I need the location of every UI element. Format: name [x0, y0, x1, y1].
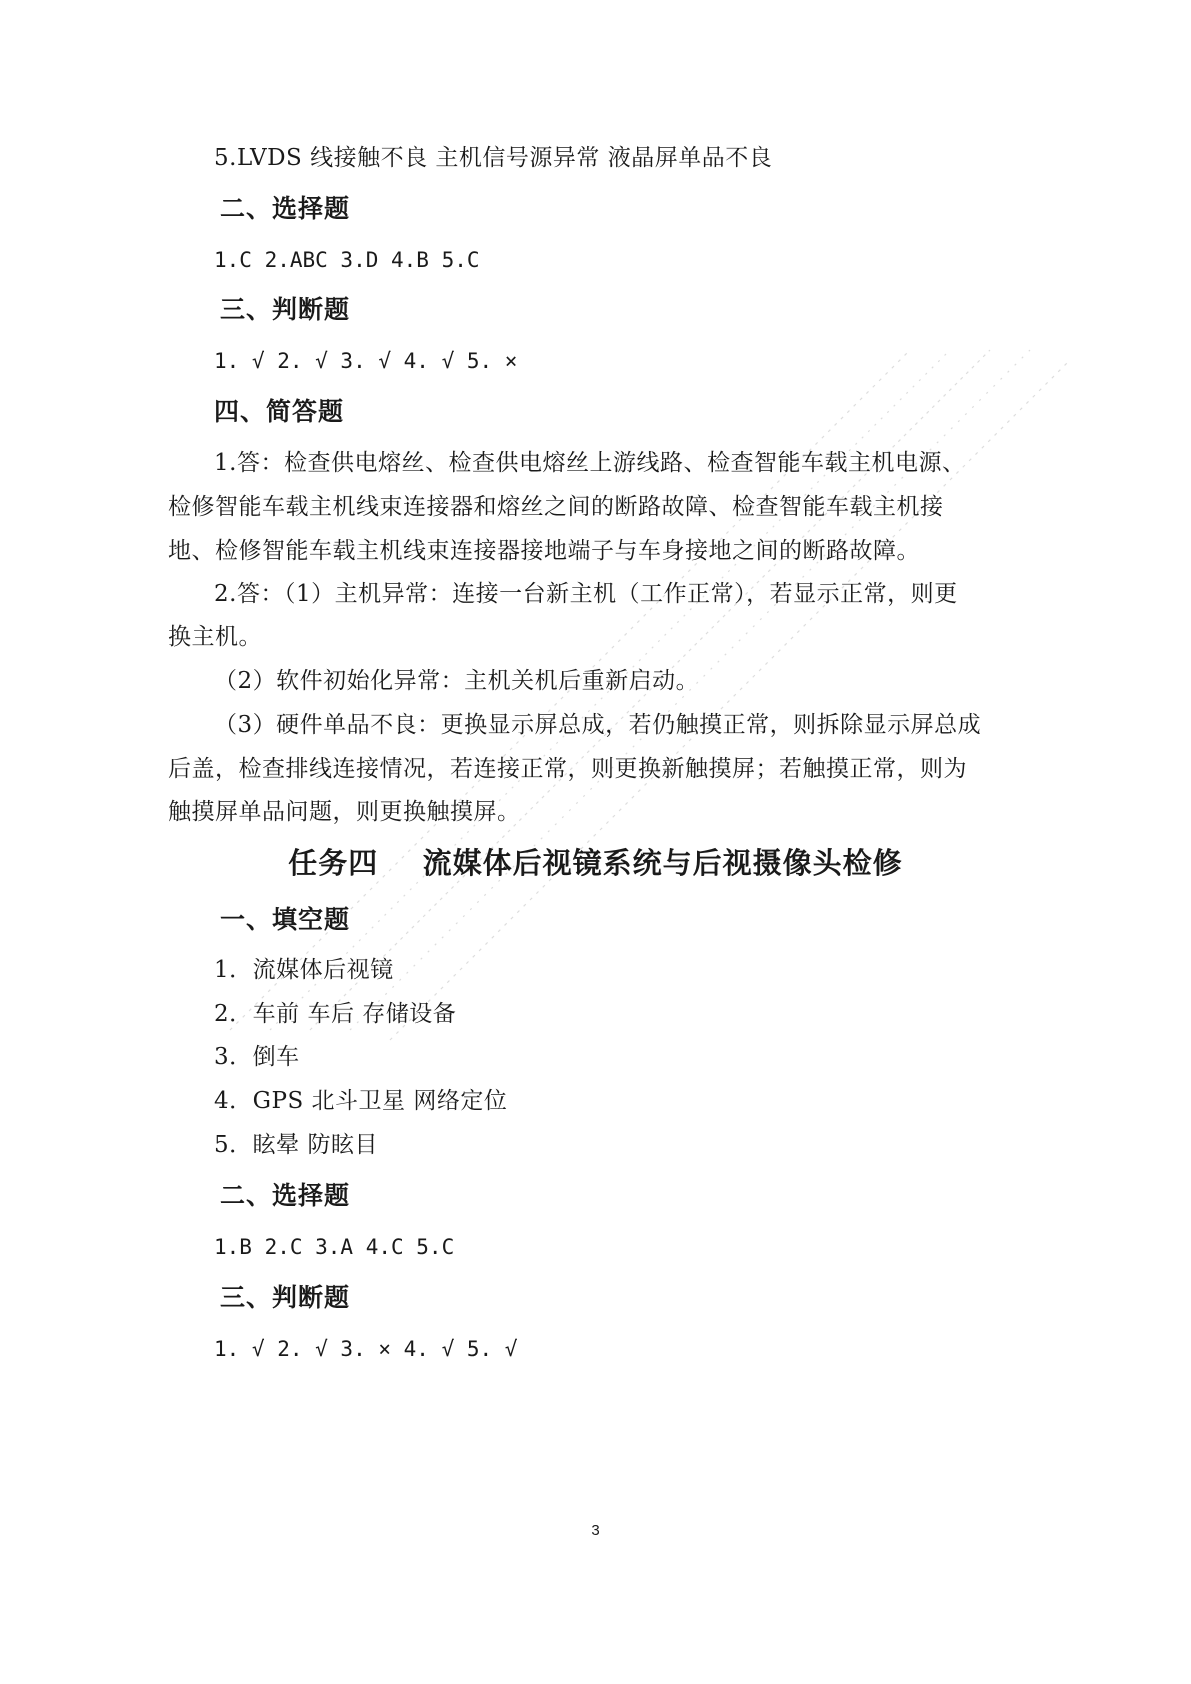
- short-answer-2-line-2: 换主机。: [168, 624, 262, 650]
- page-number: 3: [591, 1522, 600, 1539]
- short-answer-2-line-1: 2.答：（1）主机异常：连接一台新主机（工作正常），若显示正常，则更: [214, 581, 958, 607]
- fill-answer-5: 5.LVDS 线接触不良 主机信号源异常 液晶屏单品不良: [214, 145, 773, 171]
- section-heading-short-answer: 四、简答题: [214, 397, 345, 426]
- section-heading-fill: 一、填空题: [220, 905, 351, 934]
- section-heading-choice-2: 二、选择题: [220, 1181, 351, 1210]
- section-heading-judge: 三、判断题: [220, 295, 351, 324]
- judge-answers: 1. √ 2. √ 3. √ 4. √ 5. ×: [214, 349, 518, 373]
- short-answer-1-line-1: 1.答：检查供电熔丝、检查供电熔丝上游线路、检查智能车载主机电源、: [214, 450, 966, 476]
- judge-answers-2: 1. √ 2. √ 3. × 4. √ 5. √: [214, 1337, 518, 1361]
- short-answer-2-item-3-line-1: （3）硬件单品不良：更换显示屏总成，若仍触摸正常，则拆除显示屏总成: [214, 712, 982, 738]
- fill-answer-3: 3．倒车: [214, 1044, 300, 1070]
- short-answer-1-line-2: 检修智能车载主机线束连接器和熔丝之间的断路故障、检查智能车载主机接: [168, 494, 944, 520]
- choice-answers: 1.C 2.ABC 3.D 4.B 5.C: [214, 248, 480, 272]
- short-answer-2-item-2: （2）软件初始化异常：主机关机后重新启动。: [214, 668, 700, 694]
- short-answer-2-item-3-line-2: 后盖，检查排线连接情况，若连接正常，则更换新触摸屏；若触摸正常，则为: [168, 756, 967, 782]
- short-answer-2-item-3-line-3: 触摸屏单品问题，则更换触摸屏。: [168, 799, 521, 825]
- choice-answers-2: 1.B 2.C 3.A 4.C 5.C: [214, 1235, 455, 1259]
- fill-answer-4: 4．GPS 北斗卫星 网络定位: [214, 1088, 508, 1114]
- task-title: 任务四 流媒体后视镜系统与后视摄像头检修: [288, 846, 903, 880]
- section-heading-choice: 二、选择题: [220, 194, 351, 223]
- fill-answer-2: 2．车前 车后 存储设备: [214, 1001, 457, 1027]
- fill-answer-1: 1．流媒体后视镜: [214, 957, 394, 983]
- section-heading-judge-2: 三、判断题: [220, 1283, 351, 1312]
- fill-answer-5b: 5．眩晕 防眩目: [214, 1132, 378, 1158]
- short-answer-1-line-3: 地、检修智能车载主机线束连接器接地端子与车身接地之间的断路故障。: [168, 538, 920, 564]
